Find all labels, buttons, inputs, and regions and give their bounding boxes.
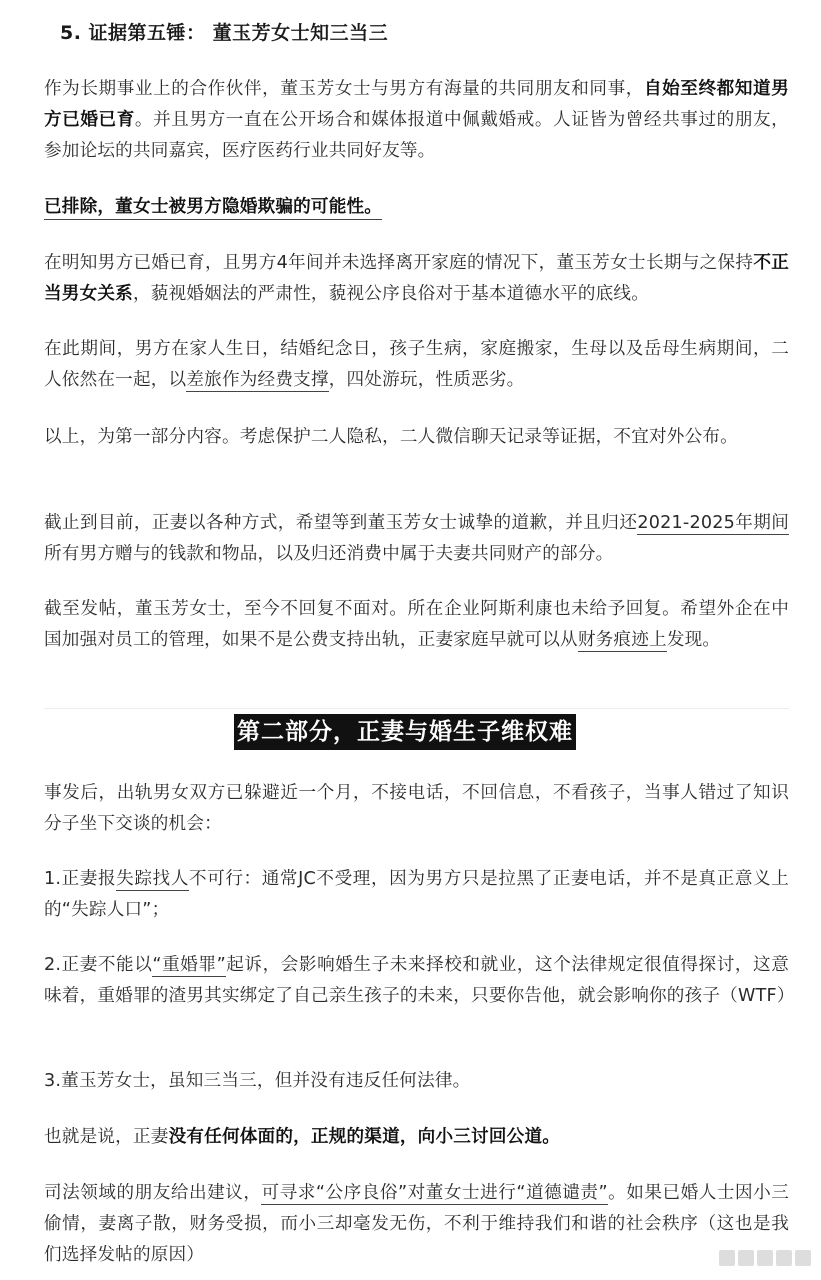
paragraph-during-period [44, 334, 789, 396]
paragraph-text: 1.正妻报 [44, 869, 117, 889]
paragraph-text: 2.正妻不能以 [44, 955, 153, 975]
paragraph-apology [44, 508, 789, 570]
watermark-icon [738, 1250, 754, 1266]
paragraph-aftermath: 事发后，出轨男女双方已躲避近一个月，不接电话，不回信息，不看孩子，当事人错过了知识分子坐下交谈的机会： [44, 783, 789, 834]
paragraph-text: 司法领域的朋友给出建议， [44, 1183, 262, 1203]
paragraph-point-two [44, 950, 795, 1012]
section-divider [44, 708, 789, 709]
watermark-icon [719, 1250, 735, 1266]
paragraph-text: 起诉，会影响婚生子未来择校和就业，这个法律规定很值得探讨，这意味着，重婚罪的渣男其实绑定了自己亲生孩子的未来，只要你告他，就会影响你的孩子（WTF） [44, 955, 795, 1006]
paragraph-excluded [44, 192, 789, 223]
paragraph-relationship [44, 248, 789, 310]
paragraph-evidence [44, 74, 789, 167]
watermark-icon [757, 1250, 773, 1266]
paragraph-text: 在此期间，男方在家人生日，结婚纪念日，孩子生病，家庭搬家，生母以及岳母生病期间，二人依然在一起，以 [44, 339, 789, 390]
watermark [716, 1250, 811, 1266]
bold-text: 没有任何体面的，正规的渠道，向小三讨回公道。 [168, 1127, 561, 1147]
underlined-text: “重婚罪” [152, 955, 226, 975]
paragraph-text: 截至发帖，董玉芳女士，至今不回复不面对。所在企业阿斯利康也未给予回复。希望外企在中国加强对员工的管理，如果不是公费支持出轨，正妻家庭早就可以从 [44, 599, 789, 650]
watermark-icon [776, 1250, 792, 1266]
paragraph-company [44, 594, 789, 656]
underlined-text: 2021-2025年期间 [637, 513, 789, 533]
paragraph-text: 。并且男方一直在公开场合和媒体报道中佩戴婚戒。人证皆为曾经共事过的朋友，参加论坛的共同嘉宾，医疗医药行业共同好友等。 [44, 110, 789, 161]
paragraph-text: 截止到目前，正妻以各种方式，希望等到董玉芳女士诚挚的道歉，并且归还 [44, 513, 638, 533]
underlined-text: 差旅作为经费支撑 [186, 370, 329, 390]
paragraph-legal-advice [44, 1178, 789, 1271]
paragraph-text: ，四处游玩，性质恶劣。 [328, 370, 525, 390]
paragraph-text: 不可行：通常JC不受理，因为男方只是拉黑了正妻电话，并不是真正意义上的“失踪人口”； [44, 869, 789, 920]
section-heading: 5. 证据第五锤： 董玉芳女士知三当三 [60, 22, 389, 44]
paragraph-text: 在明知男方已婚已育，且男方4年间并未选择离开家庭的情况下，董玉芳女士长期与之保持 [44, 253, 754, 273]
watermark-icon [795, 1250, 811, 1266]
paragraph-point-three: 3.董玉芳女士，虽知三当三，但并没有违反任何法律。 [44, 1071, 471, 1091]
paragraph-text: 。如果已婚人士因小三偷情，妻离子散，财务受损，而小三却毫发无伤，不利于维持我们和谐的社会秩序（这也是我们选择发帖的原因） [44, 1183, 789, 1265]
paragraph-text: 发现。 [666, 630, 721, 650]
underlined-text: 财务痕迹上 [577, 630, 667, 650]
part-two-title: 第二部分，正妻与婚生子维权难 [234, 714, 576, 750]
bold-text: 不正当男女关系 [44, 253, 789, 304]
paragraph-part-one-end: 以上，为第一部分内容。考虑保护二人隐私，二人微信聊天记录等证据，不宜对外公布。 [44, 427, 738, 447]
paragraph-no-channel [44, 1122, 789, 1153]
paragraph-point-one [44, 864, 789, 926]
paragraph-text: 也就是说，正妻 [44, 1127, 169, 1147]
paragraph-text: 所有男方赠与的钱款和物品，以及归还消费中属于夫妻共同财产的部分。 [44, 544, 614, 564]
bold-text: 自始至终都知道男方已婚已育 [44, 79, 789, 130]
underlined-text: 可寻求“公序良俗”对董女士进行“道德谴责” [261, 1183, 608, 1203]
paragraph-text: ，藐视婚姻法的严肃性，藐视公序良俗对于基本道德水平的底线。 [132, 284, 650, 304]
underlined-text: 失踪找人 [116, 869, 189, 889]
paragraph-text: 作为长期事业上的合作伙伴，董玉芳女士与男方有海量的共同朋友和同事， [44, 79, 644, 99]
bold-underlined-text: 已排除，董女士被男方隐婚欺骗的可能性。 [44, 197, 382, 220]
